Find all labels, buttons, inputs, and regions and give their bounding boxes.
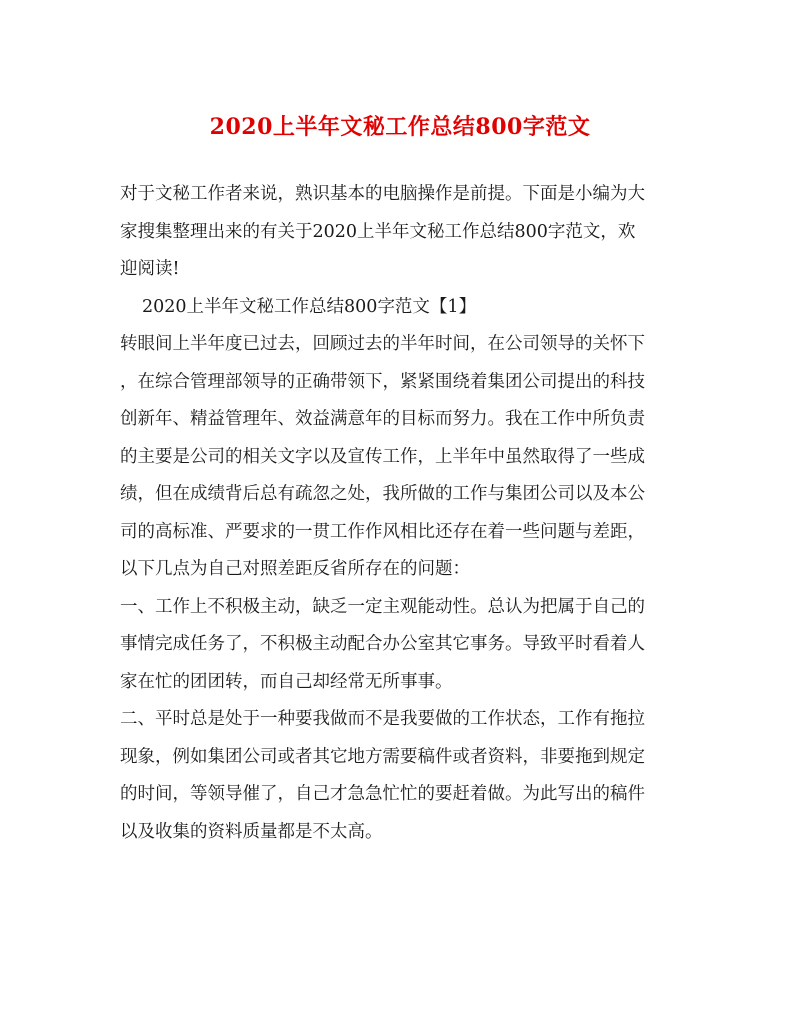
text-line: 一、工作上不积极主动，缺乏一定主观能动性。总认为把属于自己的 — [120, 596, 645, 617]
paragraph-review — [120, 326, 680, 589]
text-line: 转眼间上半年度已过去，回顾过去的半年时间，在公司领导的关怀下 — [120, 334, 645, 354]
text-line: 以下几点为自己对照差距反省所存在的问题： — [120, 559, 470, 579]
text-line: 创新年、精益管理年、效益满意年的目标而努力。我在工作中所负责 — [120, 409, 645, 429]
text-line: 的主要是公司的相关文字以及宣传工作，上半年中虽然取得了一些成 — [120, 446, 645, 467]
document-body — [120, 176, 680, 851]
text-line: 对于文秘工作者来说，熟识基本的电脑操作是前提。下面是小编为大 — [120, 184, 645, 204]
text-line: 司的高标准、严要求的一贯工作作风相比还存在着一些问题与差距， — [120, 521, 645, 542]
text-line: 迎阅读! — [120, 259, 180, 279]
text-line: 以及收集的资料质量都是不太高。 — [120, 821, 383, 842]
text-line: 现象，例如集团公司或者其它地方需要稿件或者资料，非要拖到规定 — [120, 746, 645, 767]
paragraph-intro — [120, 176, 680, 289]
document-title: 2020上半年文秘工作总结800字范文 — [209, 114, 591, 140]
text-line: 绩，但在成绩背后总有疏忽之处，我所做的工作与集团公司以及本公 — [120, 484, 645, 504]
subheading-line: 2020上半年文秘工作总结800字范文【1】 — [142, 296, 477, 317]
text-line: 事情完成任务了，不积极主动配合办公室其它事务。导致平时看着人 — [120, 634, 645, 654]
paragraph-subheading — [120, 289, 680, 327]
text-line: 二、平时总是处于一种要我做而不是我要做的工作状态，工作有拖拉 — [120, 709, 645, 729]
text-line: 家在忙的团团转，而自己却经常无所事事。 — [120, 671, 453, 692]
text-line: ，在综合管理部领导的正确带领下，紧紧围绕着集团公司提出的科技 — [120, 371, 645, 392]
text-line: 家搜集整理出来的有关于2020上半年文秘工作总结800字范文，欢 — [120, 221, 636, 242]
paragraph-issue-1 — [120, 589, 680, 702]
text-line: 的时间，等领导催了，自己才急急忙忙的要赶着做。为此写出的稿件 — [120, 784, 645, 804]
paragraph-issue-2 — [120, 701, 680, 851]
